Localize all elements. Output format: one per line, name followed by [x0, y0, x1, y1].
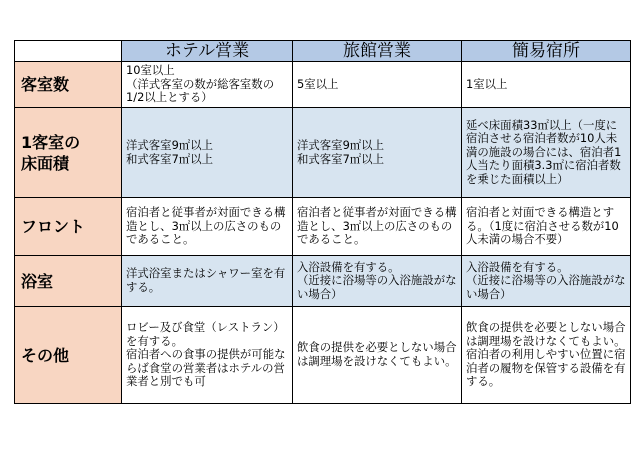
cell-other-ryokan: 飲食の提供を必要としない場合は調理場を設けなくてもよい。: [293, 307, 462, 404]
cell-other-simple-lodging: 飲食の提供を必要としない場合は調理場を設けなくてもよい。 宿泊者の利用しやすい位置に宿泊者の履物を保管する設備を有する。: [462, 307, 631, 404]
column-header-hotel: ホテル営業: [122, 41, 293, 62]
cell-bath-ryokan: 入浴設備を有する。 （近接に浴場等の入浴施設がない場合）: [293, 256, 462, 307]
table-row-front-desk: [15, 198, 631, 256]
cell-floor-area-simple-lodging: 延べ床面積33㎡以上（一度に宿泊させる宿泊者数が10人未満の施設の場合には、宿泊者1人当たり面積3.3㎡に宿泊者数を乗じた面積以上）: [462, 108, 631, 198]
table-row-other: [15, 307, 631, 404]
row-header-other: その他: [15, 307, 122, 404]
cell-front-desk-ryokan: 宿泊者と従事者が対面できる構造とし、3㎡以上の広さのものであること。: [293, 198, 462, 256]
cell-other-hotel: ロビー及び食堂（レストラン）を有する。 宿泊者への食事の提供が可能ならば食堂の営業者はホテルの営業者と別でも可: [122, 307, 293, 404]
cell-room-count-hotel: 10室以上 （洋式客室の数が総客室数の1/2以上とする）: [122, 62, 293, 108]
cell-bath-hotel: 洋式浴室またはシャワー室を有する。: [122, 256, 293, 307]
row-header-bath: 浴室: [15, 256, 122, 307]
cell-room-count-ryokan: 5室以上: [293, 62, 462, 108]
cell-room-count-simple-lodging: 1室以上: [462, 62, 631, 108]
cell-floor-area-hotel: 洋式客室9㎡以上 和式客室7㎡以上: [122, 108, 293, 198]
cell-bath-simple-lodging: 入浴設備を有する。 （近接に浴場等の入浴施設がない場合）: [462, 256, 631, 307]
cell-floor-area-ryokan: 洋式客室9㎡以上 和式客室7㎡以上: [293, 108, 462, 198]
license-comparison-table: [14, 40, 631, 404]
cell-front-desk-hotel: 宿泊者と従事者が対面できる構造とし、3㎡以上の広さのものであること。: [122, 198, 293, 256]
header-corner-cell: [15, 41, 122, 62]
row-header-room-count: 客室数: [15, 62, 122, 108]
header-row: [15, 41, 631, 62]
table-row-bath: [15, 256, 631, 307]
table-row-floor-area: [15, 108, 631, 198]
row-header-front-desk: フロント: [15, 198, 122, 256]
row-header-floor-area: 1客室の 床面積: [15, 108, 122, 198]
column-header-simple-lodging: 簡易宿所: [462, 41, 631, 62]
table-row-room-count: [15, 62, 631, 108]
column-header-ryokan: 旅館営業: [293, 41, 462, 62]
cell-front-desk-simple-lodging: 宿泊者と対面できる構造とする。（1度に宿泊させる数が10人未満の場合不要）: [462, 198, 631, 256]
